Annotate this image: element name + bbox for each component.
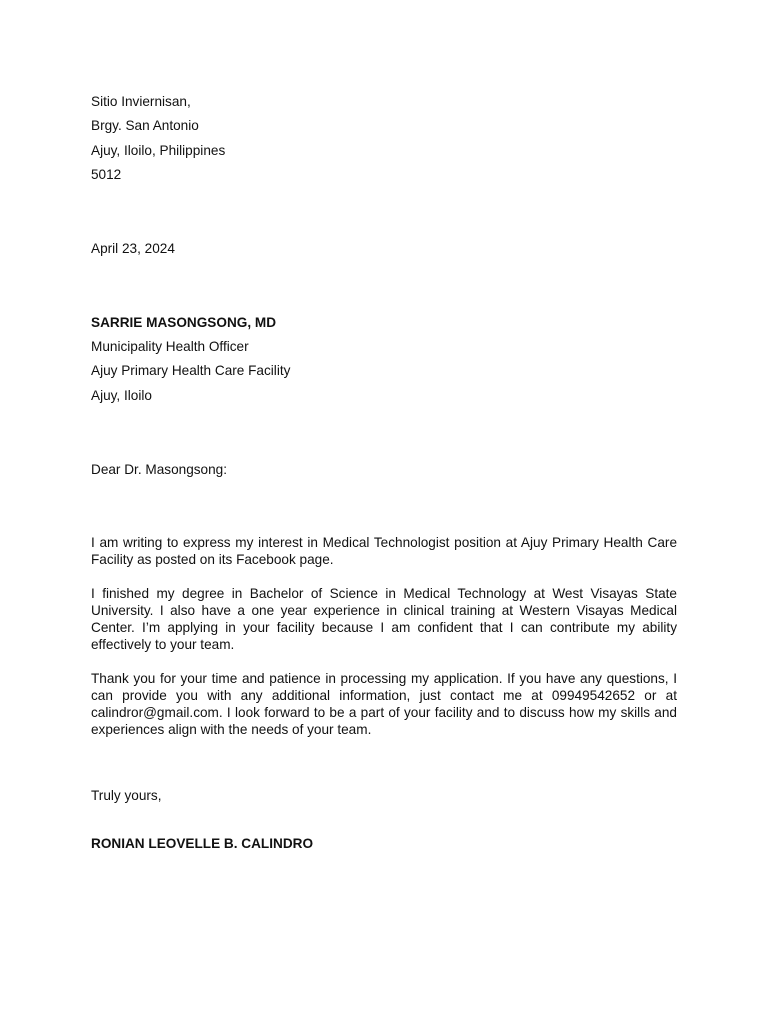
- recipient-title: Municipality Health Officer: [91, 339, 249, 354]
- sender-address-line-2: Brgy. San Antonio: [91, 118, 199, 133]
- recipient-organization: Ajuy Primary Health Care Facility: [91, 363, 291, 378]
- recipient-name: SARRIE MASONGSONG, MD: [91, 315, 277, 330]
- sender-address-line-1: Sitio Inviernisan,: [91, 94, 191, 109]
- sender-postal-code: 5012: [91, 167, 122, 182]
- body-paragraph-2: I finished my degree in Bachelor of Science in Medical Technology at West Visayas State University. I also have a one year experience in clinical training at Western Visayas Medical Center. I’m applying in your facility because I am confident that I can contribute my ability effectively to your team.: [91, 586, 677, 652]
- letter-date: April 23, 2024: [91, 241, 175, 256]
- body-paragraph-3: Thank you for your time and patience in processing my application. If you have any questions, I can provide you with any additional information, just contact me at 09949542652 or at calindror@gmail.com. I look forward to be a part of your facility and to discuss how my skills and experiences align with the needs of your team.: [91, 671, 677, 737]
- closing: Truly yours,: [91, 788, 162, 803]
- recipient-location: Ajuy, Iloilo: [91, 388, 152, 403]
- body-paragraph-1: I am writing to express my interest in Medical Technologist position at Ajuy Primary Health Care Facility as posted on its Facebook page.: [91, 535, 677, 567]
- sender-address-line-3: Ajuy, Iloilo, Philippines: [91, 143, 226, 158]
- salutation: Dear Dr. Masongsong:: [91, 462, 228, 477]
- signature-name: RONIAN LEOVELLE B. CALINDRO: [91, 836, 314, 851]
